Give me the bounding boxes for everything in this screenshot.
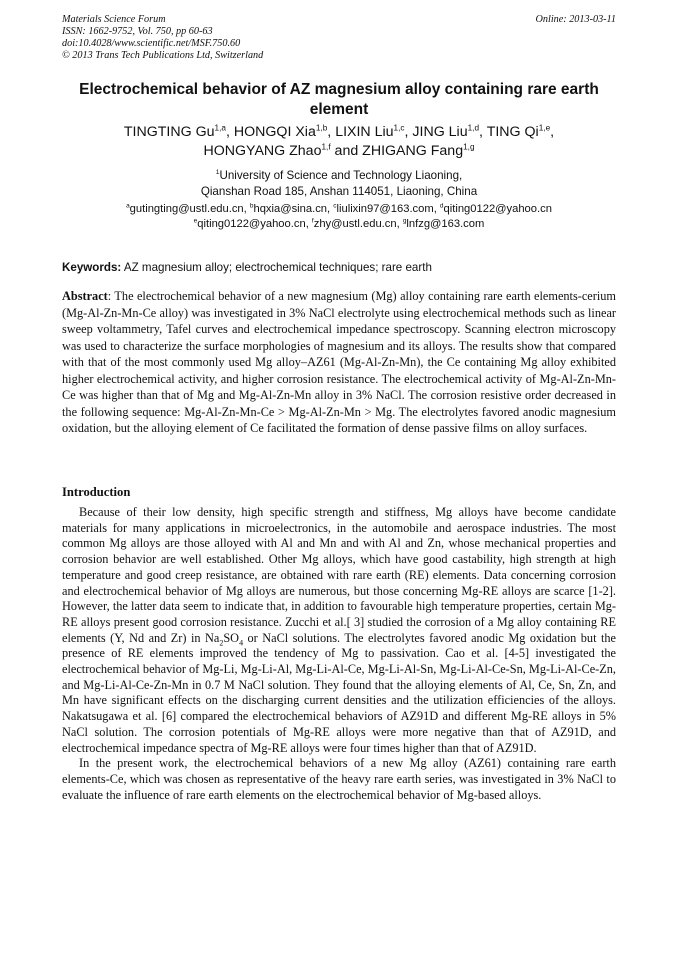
copyright-line: © 2013 Trans Tech Publications Ltd, Switzerland xyxy=(62,50,264,61)
affiliation xyxy=(62,168,616,200)
email-address[interactable]: liulixin97@163.com xyxy=(336,203,434,215)
keywords-label: Keywords: xyxy=(62,261,122,274)
abstract xyxy=(62,288,616,437)
affiliation-line-1: University of Science and Technology Liaoning, xyxy=(219,169,463,182)
email-mark: c xyxy=(333,202,337,210)
subscript: 2 xyxy=(219,638,224,648)
paragraph-text: or NaCl solutions. The electrolytes favored anodic Mg oxidation but the presence of RE elements improved the tendency of Mg to passivation. Cao et al. [4-5] investigated the electrochemical behavior of Mg-Li, Mg-Li-Al, Mg-Li-Al-Ce, Mg-Li-Al-Sn, Mg-Li-Al-Ce-Sn, Mg-Li-Al-Ce-Zn, and Mg-Li-Al-Ce-Zn-Mn in 0.7 M NaCl solution. They found that the alloying elements of Al, Ce, Sn, Zn, and Mn have significant effects on the discharging current densities and the utilization efficiencies of the alloys. Nakatsugawa et al. [6] compared the electrochemical behaviors of AZ91D and different Mg-RE alloys in 5% NaCl solution. The corrosion potentials of Mg-RE alloys were more negative than that of AZ91D, and electrochemical impedance spectra of Mg-RE alloys were four times higher than that of AZ91D. xyxy=(62,630,616,755)
email-sep: , xyxy=(243,203,250,215)
email-mark: e xyxy=(193,217,198,225)
email-address[interactable]: hqxia@sina.cn xyxy=(253,203,328,215)
email-mark: a xyxy=(126,202,130,210)
subscript: 4 xyxy=(239,638,244,648)
journal-name: Materials Science Forum xyxy=(62,14,166,25)
email-mark: b xyxy=(249,202,254,210)
author-sep: and xyxy=(330,143,363,159)
author-name: HONGQI Xia xyxy=(233,124,316,140)
email-address[interactable]: gutingting@ustl.edu.cn xyxy=(129,203,244,215)
affiliation-mark: 1 xyxy=(215,169,220,177)
author-name: TINGTING Gu xyxy=(123,124,215,140)
author-sep: , xyxy=(550,124,555,140)
email-address[interactable]: lnfzg@163.com xyxy=(406,218,485,230)
author-sep: , xyxy=(225,124,234,140)
introduction-body xyxy=(62,505,616,803)
email-list xyxy=(62,202,616,232)
paragraph-text: Because of their low density, high specific strength and stiffness, Mg alloys have become candidate materials for many applications in microelectronics, in the automobile and aerospace industries. The most common Mg alloys are those alloyed with Al and Mn and with Al and Zn, whose mechanical properties and corrosion behavior are well established. Other Mg alloys, which have good castability, high strength at high temperature and good creep resistance, are obtained with rare earth (RE) elements. Data concerning corrosion and electrochemical behavior of Mg alloys are numerous, but those concerning Mg-RE alloys are scarce [1-2]. However, the latter data seem to indicate that, in addition to favourable high temperature properties, certain Mg-RE alloys present good corrosion resistance. Zucchi et al.[ 3] studied the corrosion of a Mg alloy containing RE elements (Y, Nd and Zr) in Na xyxy=(62,505,616,645)
email-sep: , xyxy=(327,203,334,215)
online-date: Online: 2013-03-11 xyxy=(535,14,616,25)
author-affil-mark: 1,g xyxy=(463,142,475,152)
paper-title: Electrochemical behavior of AZ magnesium alloy containing rare earth element xyxy=(79,81,599,118)
keywords-text: AZ magnesium alloy; electrochemical techniques; rare earth xyxy=(123,261,432,274)
author-affil-mark: 1,d xyxy=(467,123,480,133)
author-affil-mark: 1,a xyxy=(214,123,226,133)
introduction-paragraph-1 xyxy=(62,505,616,756)
introduction-heading: Introduction xyxy=(62,485,131,499)
email-address[interactable]: qiting0122@yahoo.cn xyxy=(197,218,306,230)
email-sep: , xyxy=(433,203,440,215)
email-address[interactable]: zhy@ustl.edu.cn xyxy=(313,218,397,230)
author-name: HONGYANG Zhao xyxy=(203,143,322,159)
author-name: LIXIN Liu xyxy=(335,124,394,140)
author-sep: , xyxy=(479,124,487,140)
email-mark: g xyxy=(402,217,407,225)
author-name: TING Qi xyxy=(486,124,539,140)
author-sep: , xyxy=(404,124,413,140)
author-affil-mark: 1,c xyxy=(393,123,405,133)
author-name: JING Liu xyxy=(412,124,468,140)
author-sep: , xyxy=(327,124,336,140)
author-list xyxy=(62,123,616,161)
email-sep: , xyxy=(396,218,403,230)
abstract-text: : The electrochemical behavior of a new magnesium (Mg) alloy containing rare earth elements-cerium (Mg-Al-Zn-Mn-Ce alloy) was investigated in 3% NaCl electrolyte using electrochemical methods such as linear sweep voltammetry, Tafel curves and electrochemical impedance spectroscopy. Scanning electron microscopy was used to characterize the surface morphologies of magnesium and its alloys. The results show that compared with that of the most commonly used Mg alloy–AZ61 (Mg-Al-Zn-Mn), the Ce containing Mg alloy exhibited higher electrochemical activity, and higher corrosion resistance. The electrochemical activity of Mg-Al-Zn-Mn-Ce was higher than that of Mg and Mg-Al-Zn-Mn alloy in 3% NaCl. The corrosion resistive order decreased in the following sequence: Mg-Al-Zn-Mn-Ce > Mg-Al-Zn-Mn > Mg. The electrolytes favored anodic magnesium oxidation, but the alloying element of Ce facilitated the formation of dense passive films on alloy surfaces. xyxy=(62,289,616,435)
author-affil-mark: 1,b xyxy=(315,123,328,133)
doi-line: doi:10.4028/www.scientific.net/MSF.750.60 xyxy=(62,38,241,49)
affiliation-line-2: Qianshan Road 185, Anshan 114051, Liaoning, China xyxy=(200,185,478,198)
paragraph-text: SO xyxy=(223,630,240,645)
introduction-paragraph-2: In the present work, the electrochemical behaviors of a new Mg alloy (AZ61) containing rare earth elements-Ce, which was chosen as representative of the heavy rare earth series, was investigated in 3% NaCl to evaluate the influence of rare earth elements on the electrochemical behavior of Mg-based alloys. xyxy=(62,756,616,802)
abstract-label: Abstract xyxy=(62,289,108,303)
email-mark: f xyxy=(311,217,314,225)
author-affil-mark: 1,e xyxy=(538,123,551,133)
keywords xyxy=(62,260,616,275)
email-mark: d xyxy=(439,202,444,210)
author-name: ZHIGANG Fang xyxy=(362,143,464,159)
journal-header xyxy=(62,14,616,62)
author-affil-mark: 1,f xyxy=(321,142,331,152)
email-address[interactable]: qiting0122@yahoo.cn xyxy=(443,203,552,215)
email-sep: , xyxy=(305,218,312,230)
issn-line: ISSN: 1662-9752, Vol. 750, pp 60-63 xyxy=(62,26,213,37)
